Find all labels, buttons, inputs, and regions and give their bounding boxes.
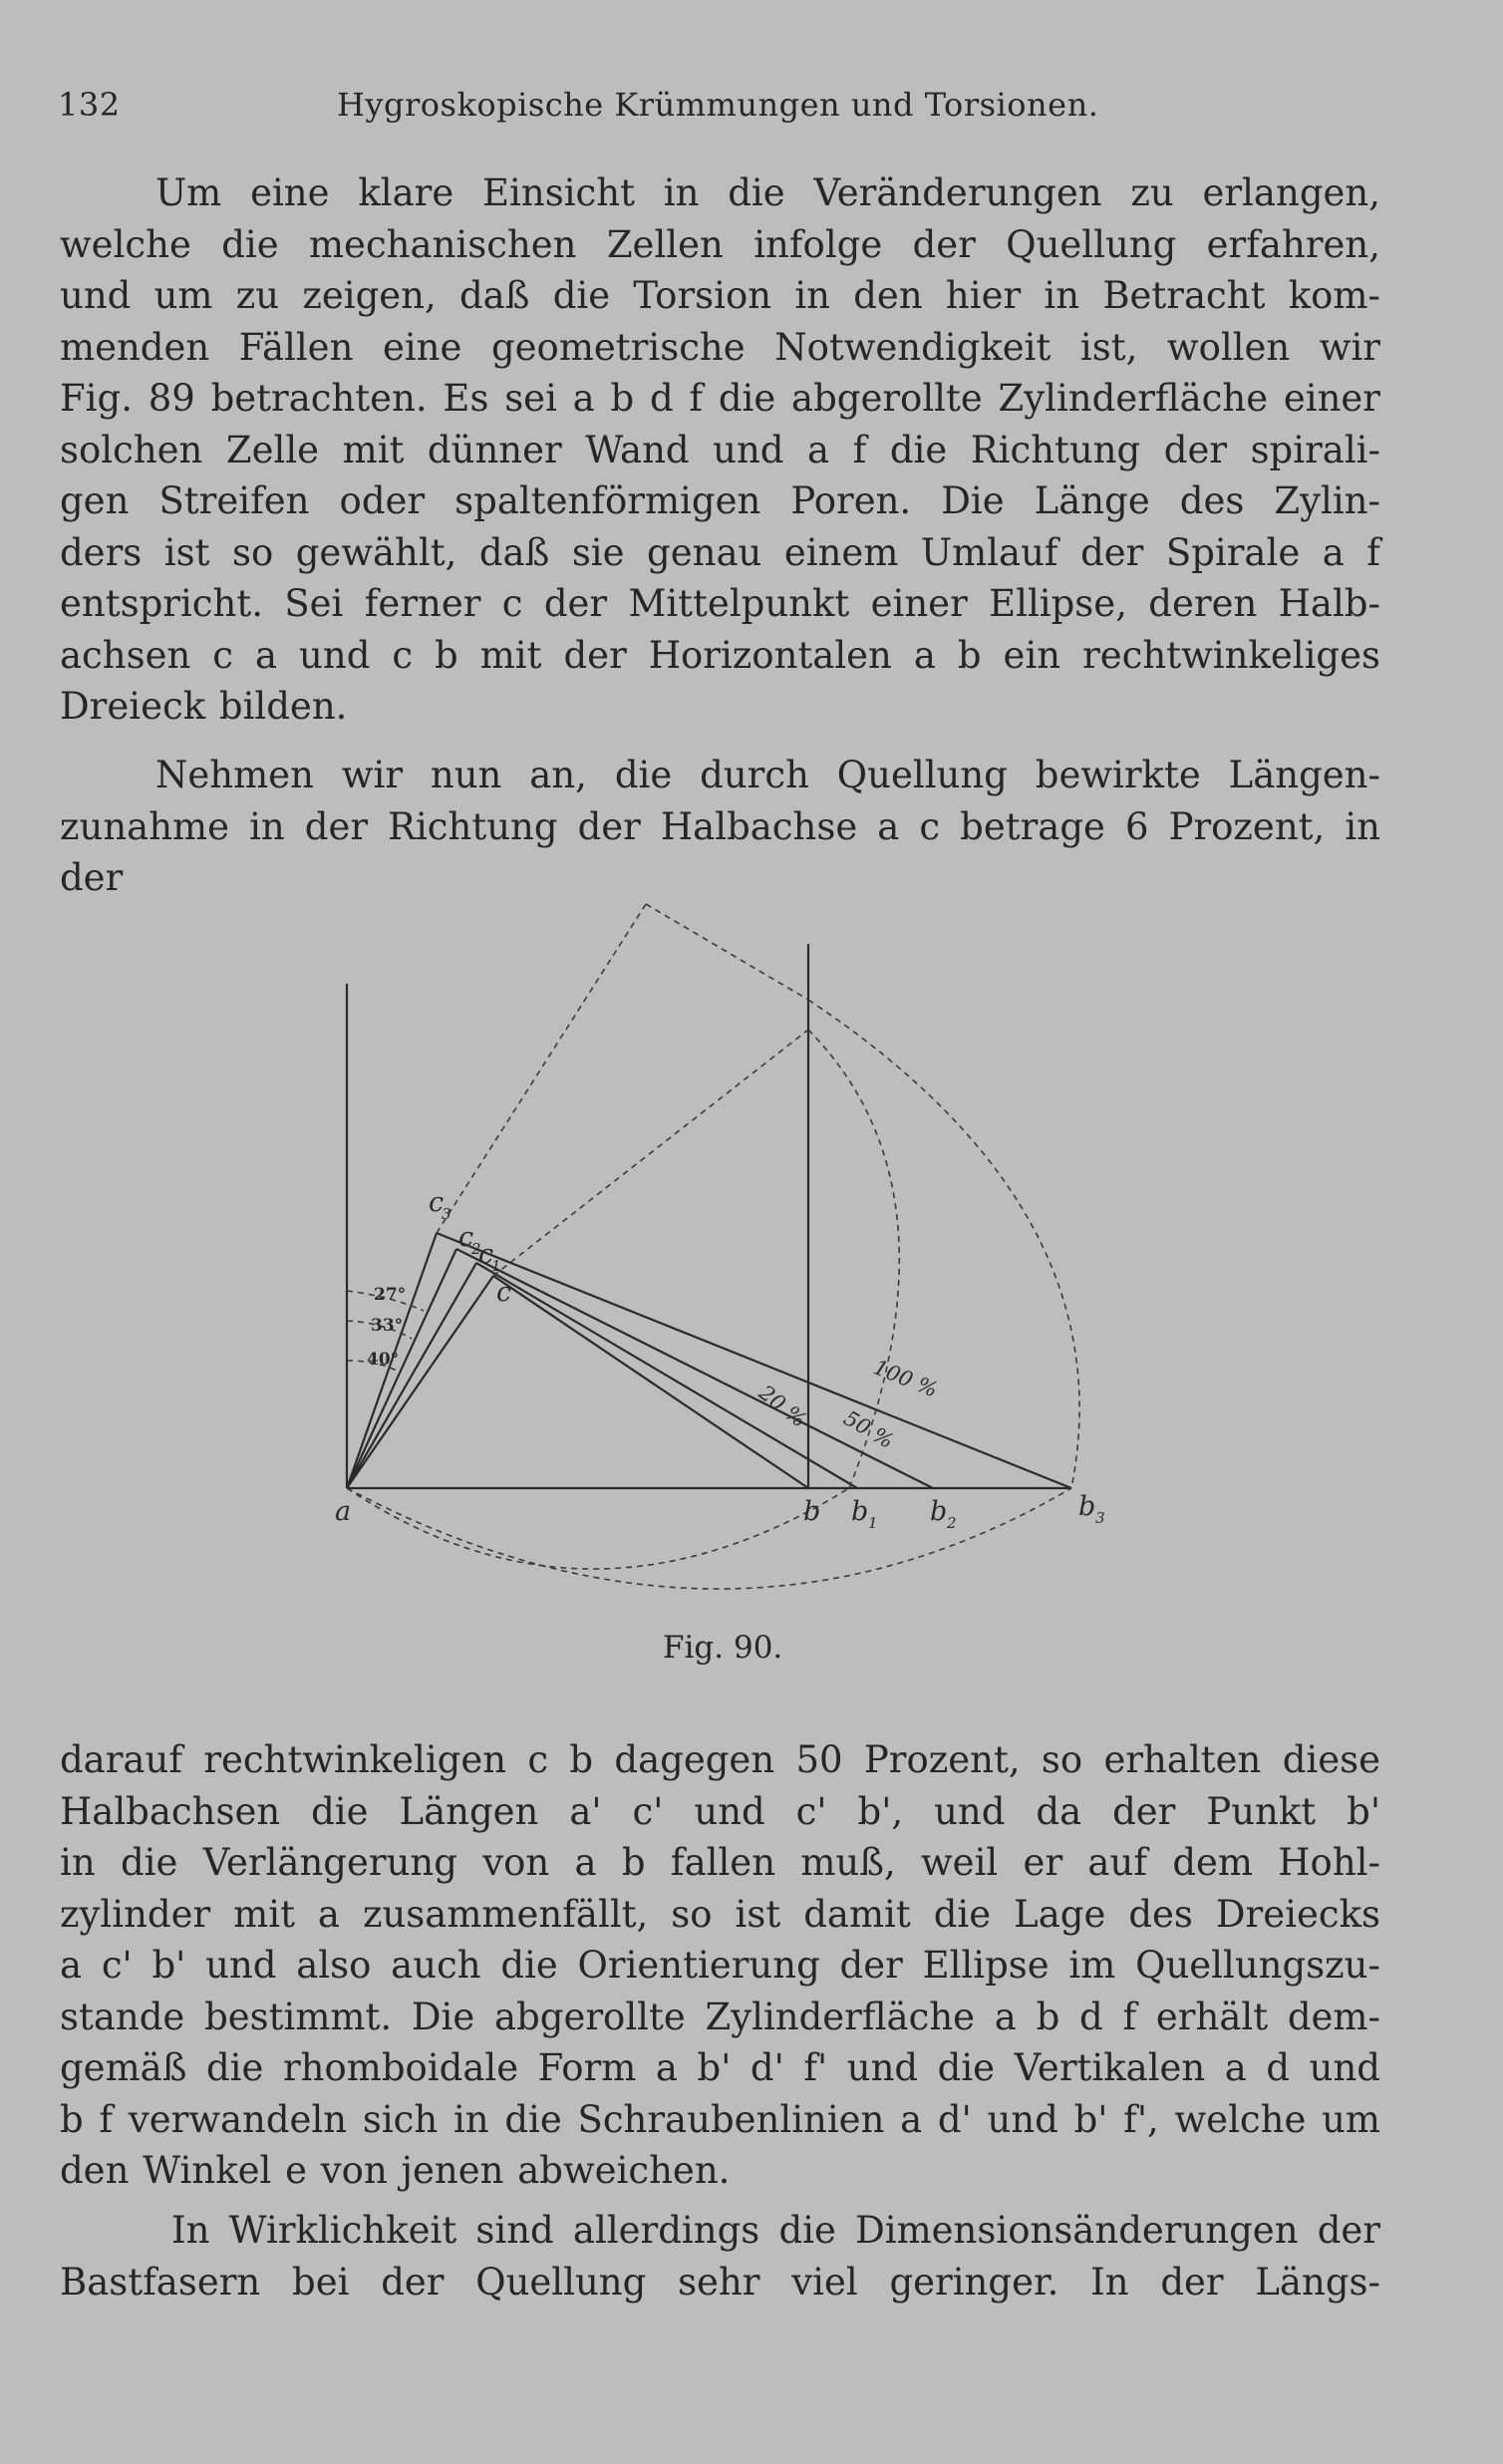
dashed-line-c — [493, 1030, 808, 1276]
geometry-diagram — [329, 892, 1126, 1630]
text-line: Bastfasern bei der Quellung sehr viel geringer. In der Längs- — [60, 2260, 1380, 2304]
text-line: den Winkel e von jenen abweichen. — [60, 2149, 731, 2192]
page-header — [58, 86, 1433, 138]
label-c3: c — [429, 1187, 445, 1218]
text-line: welche die mechanischen Zellen infolge der Quellung erfahren, — [60, 222, 1380, 266]
text-line: darauf rechtwinkeligen c b dagegen 50 Prozent, so erhalten diese — [60, 1738, 1380, 1781]
text-line: zunahme in der Richtung der Halbachse a c betrage 6 Prozent, in der — [60, 804, 1380, 899]
label-b3-sub: 3 — [1095, 1509, 1105, 1527]
text-line: Um eine klare Einsicht in die Veränderungen zu erlangen, — [155, 171, 1380, 214]
text-line: entspricht. Sei ferner c der Mittelpunkt einer Ellipse, deren Halb- — [60, 582, 1380, 625]
text-line: b f verwandeln sich in die Schraubenlinien a d' und b' f', welche um — [60, 2097, 1380, 2141]
label-a: a — [335, 1496, 352, 1527]
text-line: solchen Zelle mit dünner Wand und a f die Richtung der spirali- — [60, 428, 1380, 471]
angle-label-27: 27° — [374, 1285, 407, 1305]
dashed-extension-ac3 — [437, 904, 646, 1233]
angle-label-40: 40° — [367, 1350, 400, 1370]
dashed-top-line — [646, 904, 808, 1000]
label-b2: b — [930, 1496, 948, 1527]
text-line: gen Streifen oder spaltenförmigen Poren. Die Länge des Zylin- — [60, 479, 1380, 522]
angle-label-33: 33° — [371, 1316, 404, 1336]
text-line: In Wirklichkeit sind allerdings die Dimensionsänderungen der — [171, 2209, 1380, 2252]
paragraph-4 — [60, 2205, 1380, 2308]
label-c1-sub: 1 — [491, 1257, 501, 1275]
percent-label-100: 100 % — [870, 1355, 941, 1402]
text-line: achsen c a und c b mit der Horizontalen a b ein rechtwinkeliges — [60, 633, 1380, 677]
label-c2-sub: 2 — [471, 1240, 481, 1258]
text-line: stande bestimmt. Die abgerollte Zylinderfläche a b d f erhält dem- — [60, 1995, 1380, 2038]
label-b3: b — [1078, 1491, 1096, 1522]
paragraph-3 — [60, 1734, 1380, 2197]
label-c2: c — [458, 1222, 474, 1253]
text-line: Halbachsen die Längen a' c' und c' b', und da der Punkt b' — [60, 1789, 1380, 1833]
label-b1: b — [851, 1496, 869, 1527]
text-line: Dreieck bilden. — [60, 685, 348, 728]
text-line: ders ist so gewählt, daß sie genau einem Umlauf der Spirale a f — [60, 530, 1380, 574]
figure-90 — [329, 892, 1126, 1630]
figure-caption: Fig. 90. — [663, 1630, 783, 1666]
label-b2-sub: 2 — [947, 1514, 957, 1532]
label-c1: c — [478, 1239, 494, 1270]
line-c3b3 — [437, 1233, 1071, 1488]
text-line: Fig. 89 betrachten. Es sei a b d f die abgerollte Zylinderfläche einer — [60, 377, 1380, 420]
percent-label-50: 50 % — [839, 1405, 898, 1454]
page-number: 132 — [58, 86, 121, 124]
line-c1b1 — [476, 1263, 857, 1488]
text-line: a c' b' und also auch die Orientierung der Ellipse im Quellungszu- — [60, 1944, 1380, 1987]
text-line: und um zu zeigen, daß die Torsion in den hier in Betracht kom- — [60, 274, 1380, 317]
label-c: c — [496, 1277, 512, 1308]
text-line: menden Fällen eine geometrische Notwendigkeit ist, wollen wir — [60, 325, 1380, 369]
paragraph-1 — [60, 167, 1380, 733]
label-b1-sub: 1 — [868, 1514, 878, 1532]
line-ac1 — [347, 1263, 476, 1488]
running-title: Hygroskopische Krümmungen und Torsionen. — [337, 86, 1099, 124]
dashed-lower-arc-inner — [347, 1488, 849, 1569]
paragraph-2 — [60, 750, 1380, 899]
text-line: in die Verlängerung von a b fallen muß, weil er auf dem Hohl- — [60, 1841, 1380, 1884]
label-b: b — [803, 1496, 821, 1527]
text-line: Nehmen wir nun an, die durch Quellung bewirkte Längen- — [155, 754, 1380, 796]
dashed-lower-arc-outer — [347, 1488, 1071, 1589]
text-line: zylinder mit a zusammenfällt, so ist damit die Lage des Dreiecks — [60, 1892, 1380, 1936]
line-cb — [493, 1276, 808, 1488]
line-ac — [347, 1276, 493, 1488]
label-c3-sub: 3 — [442, 1205, 451, 1223]
line-c2b2 — [456, 1249, 933, 1488]
text-line: gemäß die rhomboidale Form a b' d' f' und die Vertikalen a d und — [60, 2046, 1380, 2089]
percent-label-20: 20 % — [753, 1381, 811, 1432]
